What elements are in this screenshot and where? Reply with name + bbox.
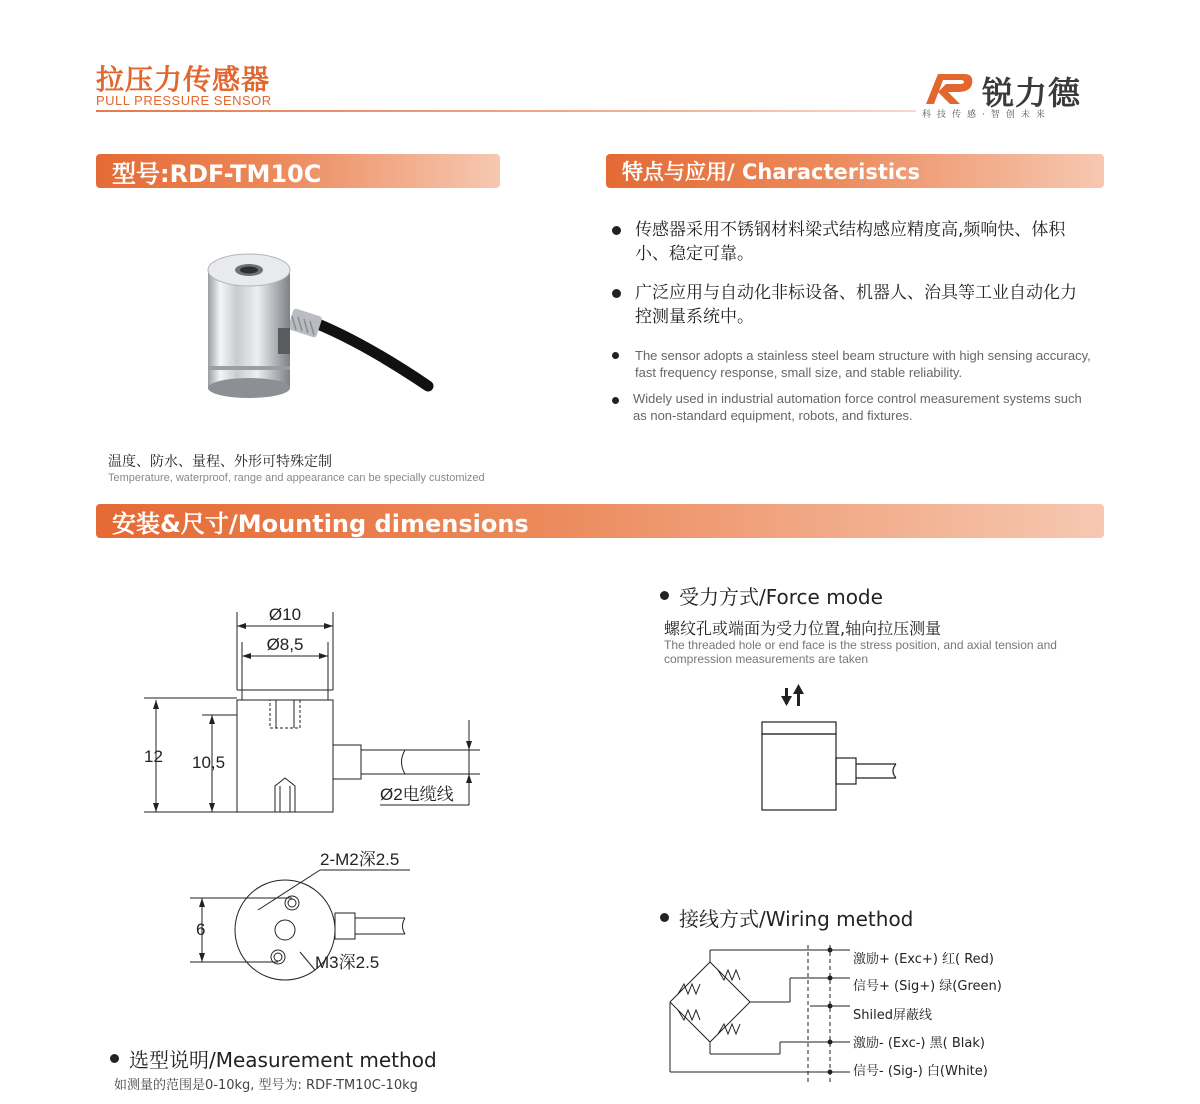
- wire-label-exc-minus: 激励- (Exc-) 黑( Blak): [853, 1036, 985, 1051]
- wire-label-sig-minus: 信号- (Sig-) 白(White): [853, 1064, 988, 1079]
- dim-outer-diameter: Ø10: [268, 605, 302, 624]
- feature-item: [612, 347, 1092, 381]
- wire-label-exc-plus: 激励+ (Exc+) 红( Red): [853, 952, 994, 967]
- feature-text: 广泛应用与自动化非标设备、机器人、治具等工业自动化力控测量系统中。: [635, 283, 1077, 327]
- wiring-bridge-diagram: [660, 940, 860, 1090]
- dim-thread-2: M3深2.5: [315, 953, 380, 972]
- model-banner: 型号:RDF-TM10C: [96, 154, 500, 188]
- page-subtitle: PULL PRESSURE SENSOR: [96, 93, 272, 108]
- force-mode-diagram: [740, 680, 920, 820]
- force-mode-text-en: The threaded hole or end face is the stress position, and axial tension and compression measurements are taken: [664, 638, 1057, 666]
- product-photo: [190, 240, 450, 410]
- dimension-drawing: [130, 590, 520, 990]
- feature-text: The sensor adopts a stainless steel beam structure with high sensing accuracy, fast frequency response, small size, and stable reliability.: [635, 348, 1091, 380]
- bullet-icon: [612, 289, 621, 298]
- feature-item: [612, 390, 1092, 424]
- header-divider: [96, 110, 916, 112]
- feature-item: [612, 281, 1092, 329]
- page-title: 拉压力传感器: [96, 63, 271, 96]
- measurement-text: 如测量的范围是0-10kg, 型号为: RDF-TM10C-10kg: [114, 1078, 418, 1093]
- characteristics-banner: 特点与应用/ Characteristics: [606, 154, 1104, 188]
- customization-note-en: Temperature, waterproof, range and appearance can be specially customized: [108, 472, 485, 484]
- dim-cable: Ø2电缆线: [380, 785, 454, 804]
- mounting-banner: 安装&尺寸/Mounting dimensions: [96, 504, 1104, 538]
- dim-thread-1: 2-M2深2.5: [320, 850, 400, 869]
- brand-slogan: 科技传感·智创未来: [922, 110, 1051, 120]
- dim-height-total: 12: [144, 747, 163, 766]
- force-mode-heading: 受力方式/Force mode: [660, 581, 883, 610]
- feature-text: Widely used in industrial automation force control measurement systems such as non-standard equipment, robots, and fixtures.: [633, 391, 1082, 423]
- wire-label-shield: Shiled屏蔽线: [853, 1008, 932, 1023]
- force-mode-text-cn: 螺纹孔或端面为受力位置,轴向拉压测量: [664, 619, 942, 638]
- bullet-icon: [612, 226, 621, 235]
- dim-width: 6: [196, 920, 206, 939]
- dim-height-body: 10,5: [192, 753, 226, 772]
- bullet-icon: [612, 397, 619, 404]
- customization-note-cn: 温度、防水、量程、外形可特殊定制: [108, 454, 332, 470]
- wiring-heading: 接线方式/Wiring method: [660, 903, 913, 932]
- bullet-icon: [660, 913, 669, 922]
- wire-label-sig-plus: 信号+ (Sig+) 绿(Green): [853, 979, 1002, 994]
- brand-name: 锐力德: [982, 74, 1082, 112]
- dim-inner-diameter: Ø8,5: [266, 635, 304, 654]
- bullet-icon: [110, 1054, 119, 1063]
- bullet-icon: [660, 591, 669, 600]
- bullet-icon: [612, 352, 619, 359]
- feature-item: [612, 218, 1092, 266]
- feature-text: 传感器采用不锈钢材料梁式结构感应精度高,频响快、体积小、稳定可靠。: [635, 220, 1066, 264]
- brand-logo-icon: [924, 70, 976, 106]
- measurement-heading: 选型说明/Measurement method: [110, 1044, 437, 1073]
